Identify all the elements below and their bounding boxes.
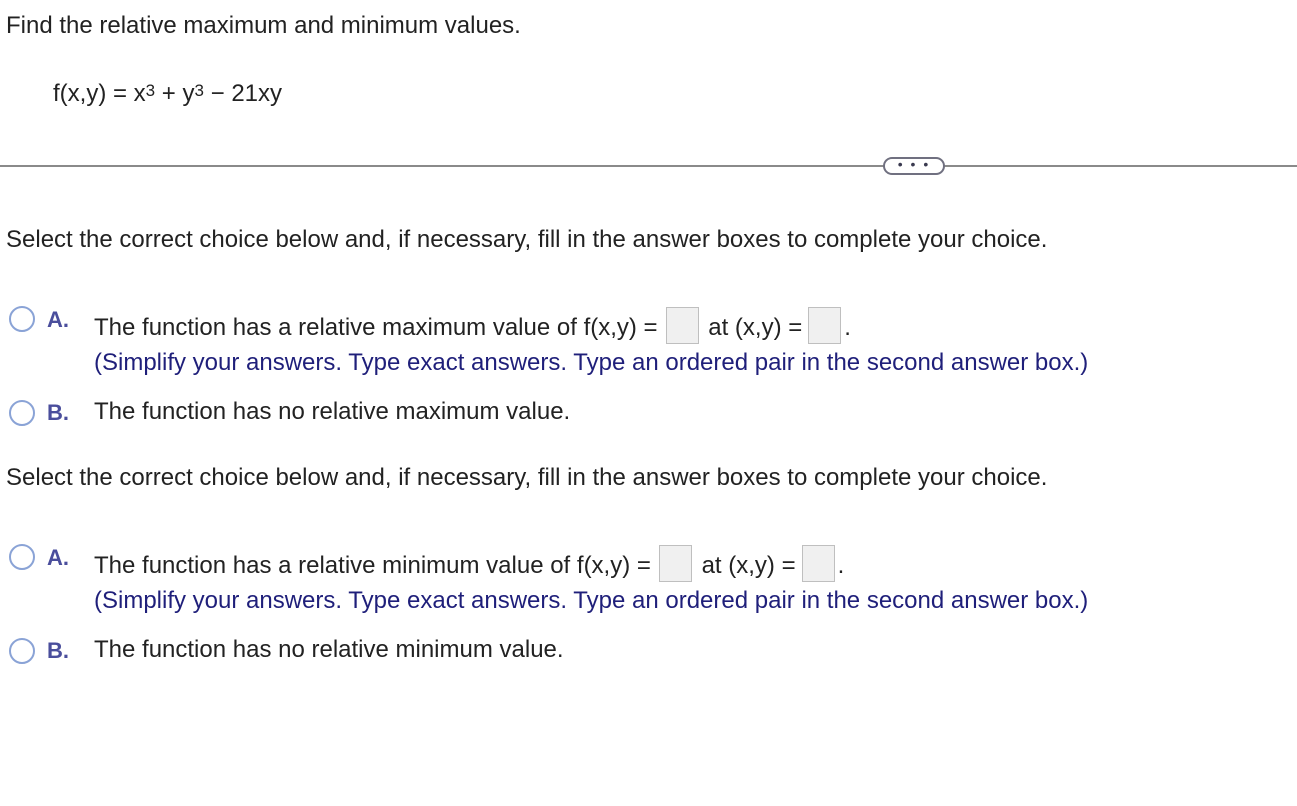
- function-formula: [53, 80, 282, 108]
- part2-option-a-letter: A.: [47, 545, 69, 570]
- formula-suffix: − 21xy: [203, 80, 283, 107]
- option-a-text-before: The function has a relative minimum value of f(x,y) =: [94, 551, 651, 579]
- part2-option-b-letter: B.: [47, 638, 69, 663]
- max-point-answer-box[interactable]: [808, 307, 841, 344]
- option-a-text-end: .: [844, 313, 851, 341]
- part2-option-b-text: The function has no relative minimum value.: [94, 636, 564, 663]
- max-value-answer-box[interactable]: [666, 307, 699, 344]
- more-options-button[interactable]: [883, 157, 945, 175]
- part2-option-a-text: [94, 548, 844, 585]
- option-a-text-end: .: [837, 551, 845, 579]
- formula-exponent-y: 3: [194, 81, 204, 100]
- part1-option-a-radio[interactable]: [9, 306, 35, 332]
- part1-option-a-letter: A.: [47, 307, 69, 332]
- option-a-text-before: The function has a relative maximum value of f(x,y) =: [94, 313, 658, 341]
- option-a-text-middle: at (x,y) =: [708, 313, 803, 341]
- formula-middle: + y: [155, 80, 195, 107]
- part1-option-a-hint: (Simplify your answers. Type exact answers. Type an ordered pair in the second answer box.): [94, 349, 1089, 376]
- part2-option-a-radio[interactable]: [9, 544, 35, 570]
- part2-option-b-radio[interactable]: [9, 638, 35, 664]
- min-value-answer-box[interactable]: [659, 545, 692, 582]
- part1-option-b-text: The function has no relative maximum value.: [94, 398, 571, 425]
- ellipsis-icon: • • •: [897, 156, 931, 172]
- formula-prefix: f(x,y) = x: [53, 80, 146, 107]
- option-a-text-middle: at (x,y) =: [701, 551, 796, 579]
- part1-option-a-text: [94, 310, 851, 347]
- part1-option-b-radio[interactable]: [9, 400, 35, 426]
- section-divider: [0, 165, 1297, 167]
- min-point-answer-box[interactable]: [802, 545, 835, 582]
- part2-instruction: Select the correct choice below and, if necessary, fill in the answer boxes to complete your choice.: [6, 464, 1048, 491]
- formula-exponent-x: 3: [145, 81, 156, 100]
- part1-option-b-letter: B.: [47, 400, 69, 425]
- part1-instruction: Select the correct choice below and, if necessary, fill in the answer boxes to complete your choice.: [6, 226, 1048, 253]
- part2-option-a-hint: (Simplify your answers. Type exact answers. Type an ordered pair in the second answer box.): [94, 587, 1089, 614]
- question-title: Find the relative maximum and minimum values.: [6, 12, 521, 39]
